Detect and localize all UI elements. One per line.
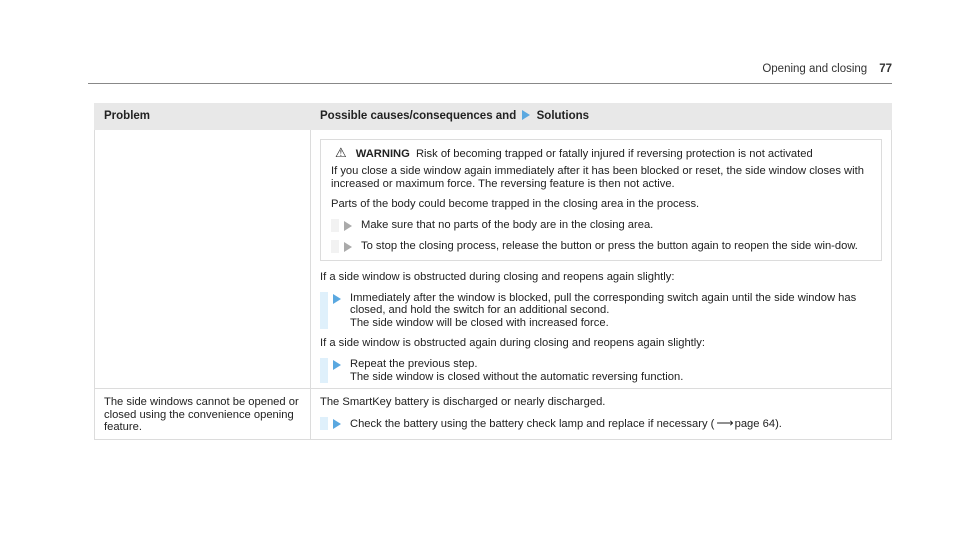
step-arrow-icon bbox=[344, 221, 352, 231]
step-arrow-icon bbox=[333, 419, 341, 429]
table-row bbox=[95, 389, 892, 440]
step-arrow-icon bbox=[333, 360, 341, 370]
warning-step: To stop the closing process, release the button or press the button again to reopen the side win-dow. bbox=[331, 240, 871, 253]
problem-cell: The side windows cannot be opened or closed using the convenience opening feature. bbox=[95, 389, 311, 440]
solution-cell bbox=[311, 389, 892, 440]
step-arrow-icon bbox=[344, 242, 352, 252]
solution-step: Repeat the previous step. The side window is closed without the automatic reversing function. bbox=[320, 358, 882, 383]
warning-label: WARNING bbox=[355, 147, 410, 160]
cause-text: The SmartKey battery is discharged or nearly discharged. bbox=[320, 396, 606, 409]
warning-paragraph: Parts of the body could become trapped in the closing area in the process. bbox=[331, 198, 700, 211]
warning-box bbox=[320, 139, 882, 261]
obstructed-paragraph: If a side window is obstructed during closing and reopens again slightly: bbox=[320, 270, 675, 283]
warning-title: Risk of becoming trapped or fatally injured if reversing protection is not activated bbox=[415, 147, 813, 160]
section-title: Opening and closing bbox=[762, 63, 868, 75]
table-row bbox=[95, 129, 892, 389]
troubleshooting-table bbox=[94, 103, 892, 440]
obstructed-again-paragraph: If a side window is obstructed again during closing and reopens again slightly: bbox=[320, 337, 705, 350]
solution-arrow-icon bbox=[522, 110, 530, 120]
solutions-column-header: Possible causes/consequences and Solutions bbox=[311, 104, 892, 130]
page-header bbox=[88, 63, 892, 78]
page-number: 77 bbox=[879, 63, 892, 75]
solution-step: Immediately after the window is blocked, pull the corresponding switch again until the side window has closed, and hold the switch for an additional second. The side window will be closed with increased force. bbox=[320, 292, 882, 330]
problem-column-header: Problem bbox=[95, 104, 311, 130]
solution-cell bbox=[311, 129, 892, 389]
page-reference-arrow-icon: ⟶ bbox=[716, 415, 733, 430]
warning-paragraph: If you close a side window again immediately after it has been blocked or reset, the side window closes with increased or maximum force. The reversing feature is then not active. bbox=[331, 165, 864, 190]
warning-triangle-icon: ⚠ bbox=[335, 144, 347, 160]
step-arrow-icon bbox=[333, 294, 341, 304]
table-header-row bbox=[95, 104, 892, 130]
header-divider bbox=[88, 83, 892, 84]
warning-step: Make sure that no parts of the body are in the closing area. bbox=[331, 219, 871, 232]
page-reference-link[interactable]: page 64 bbox=[734, 417, 776, 430]
problem-cell-empty bbox=[95, 129, 311, 389]
solution-step: Check the battery using the battery check lamp and replace if necessary ( ⟶ page 64). bbox=[320, 417, 882, 431]
